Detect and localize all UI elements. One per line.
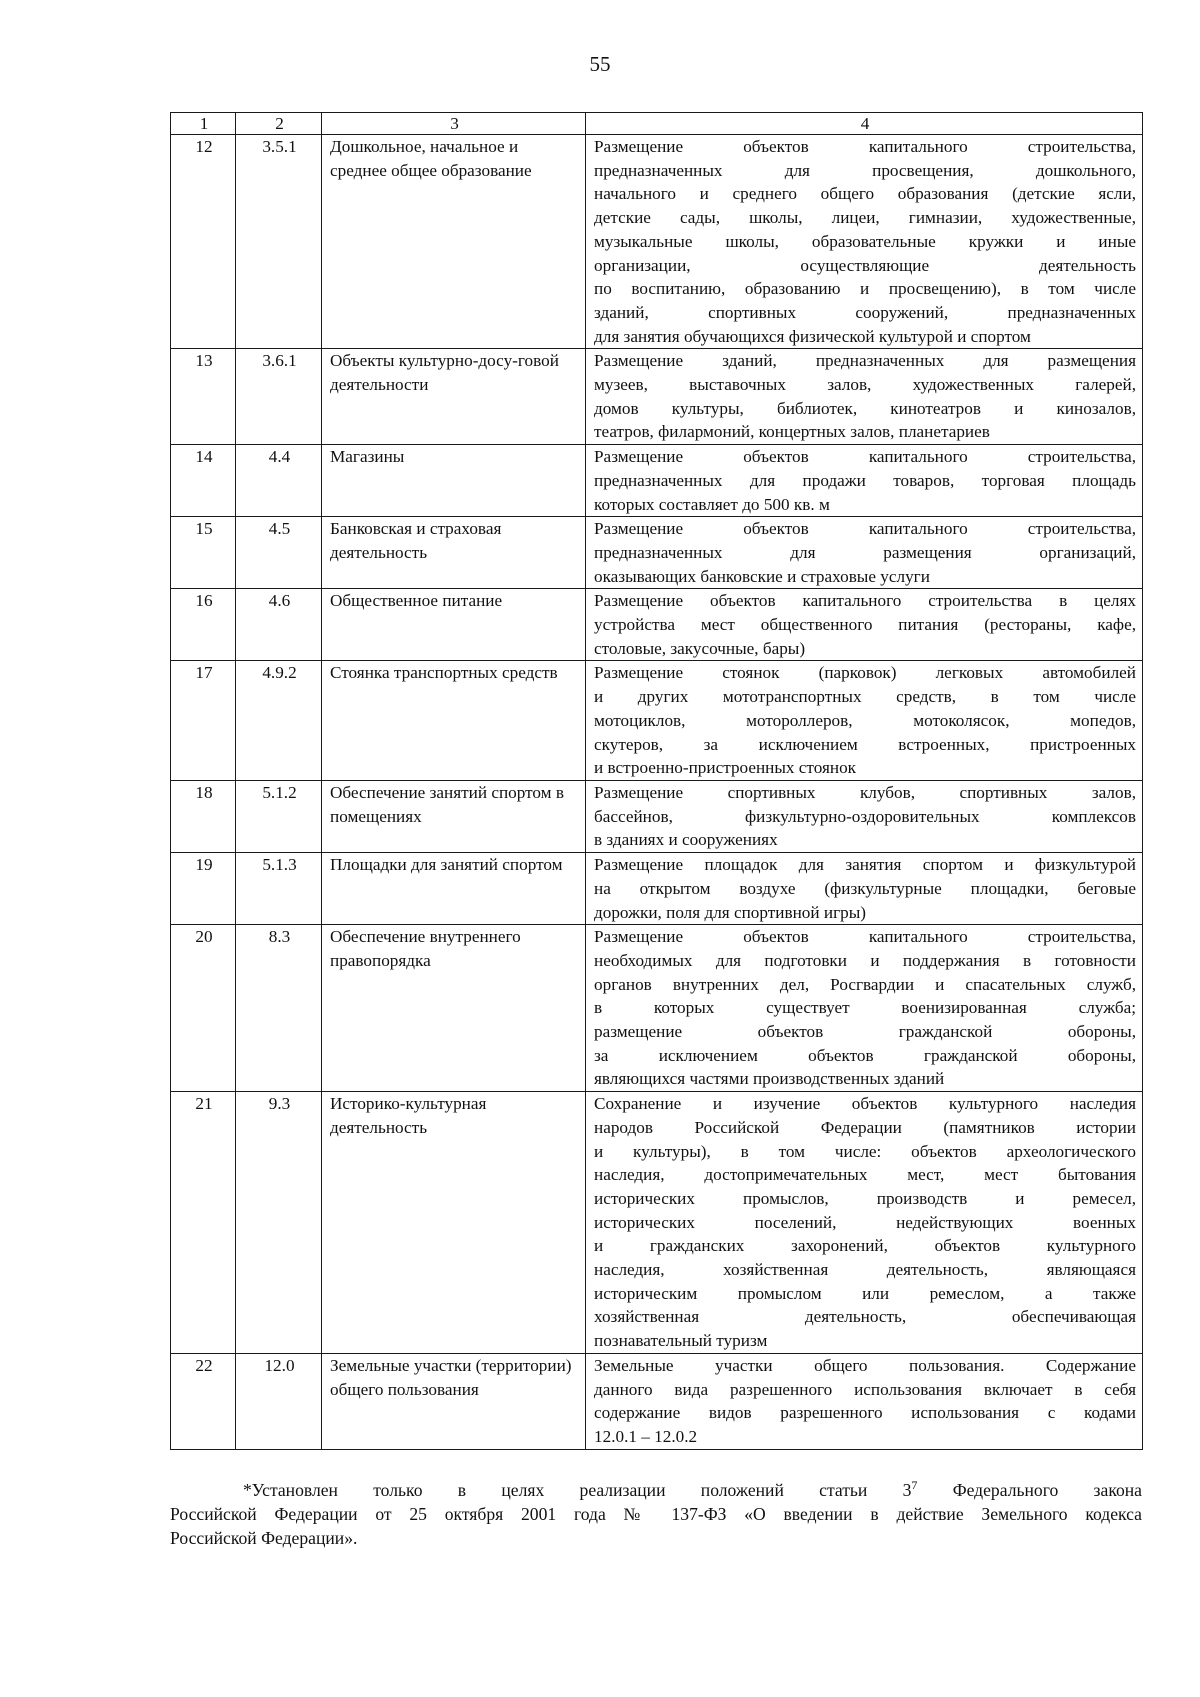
use-code: 12.0 <box>236 1353 322 1449</box>
footnote <box>170 1478 1142 1550</box>
use-name: Магазины <box>322 445 586 517</box>
description-line: познавательный туризм <box>594 1331 768 1351</box>
description-line: наследия, хозяйственная деятельность, являющаяся <box>594 1260 1136 1280</box>
use-code: 4.4 <box>236 445 322 517</box>
row-number: 19 <box>171 853 236 925</box>
description-line: на открытом воздухе (физкультурные площадки, беговые <box>594 878 1136 898</box>
use-code: 4.5 <box>236 517 322 589</box>
table-header-row <box>171 113 1143 135</box>
row-number: 17 <box>171 661 236 781</box>
use-description <box>586 1353 1143 1449</box>
footnote-text-end: Федерального закона <box>917 1480 1142 1500</box>
description-line: содержание видов разрешенного использования с кодами <box>594 1403 1136 1423</box>
use-name: Банковская и страховая деятельность <box>322 517 586 589</box>
description-line: Размещение объектов капитального строительства, <box>594 137 1136 156</box>
description-line: Размещение объектов капитального строительства, <box>594 927 1136 947</box>
description-line: и гражданских захоронений, объектов культурного <box>594 1236 1136 1256</box>
description-line: для занятия обучающихся физической культурой и спортом <box>594 326 1031 346</box>
use-name: Земельные участки (территории) общего пользования <box>322 1353 586 1449</box>
row-number: 13 <box>171 349 236 445</box>
row-number: 20 <box>171 925 236 1092</box>
description-line: устройства мест общественного питания (рестораны, кафе, <box>594 615 1136 635</box>
description-line: домов культуры, библиотек, кинотеатров и кинозалов, <box>594 398 1136 418</box>
description-line: органов внутренних дел, Росгвардии и спасательных служб, <box>594 974 1136 994</box>
footnote-text-start: *Установлен только в целях реализации положений статьи 3 <box>243 1480 912 1500</box>
use-description <box>586 853 1143 925</box>
use-name: Стоянка транспортных средств <box>322 661 586 781</box>
footnote-line-1 <box>170 1478 1142 1502</box>
use-description <box>586 589 1143 661</box>
use-code: 5.1.3 <box>236 853 322 925</box>
table-row <box>171 517 1143 589</box>
description-line: оказывающих банковские и страховые услуги <box>594 566 930 586</box>
table-row <box>171 661 1143 781</box>
description-line: хозяйственная деятельность, обеспечивающая <box>594 1307 1136 1327</box>
use-name: Обеспечение внутреннего правопорядка <box>322 925 586 1092</box>
description-line: Размещение объектов капитального строительства, <box>594 447 1136 467</box>
description-line: Размещение зданий, предназначенных для размещения <box>594 351 1136 371</box>
description-line: театров, филармоний, концертных залов, планетариев <box>594 422 990 442</box>
use-description <box>586 1092 1143 1354</box>
table-row <box>171 135 1143 349</box>
use-code: 8.3 <box>236 925 322 1092</box>
description-line: за исключением объектов гражданской обороны, <box>594 1045 1136 1065</box>
use-description <box>586 135 1143 349</box>
table-row <box>171 1092 1143 1354</box>
use-description <box>586 517 1143 589</box>
use-code: 4.6 <box>236 589 322 661</box>
description-line: музеев, выставочных залов, художественных галерей, <box>594 375 1136 395</box>
use-description <box>586 661 1143 781</box>
header-col-2: 2 <box>236 113 322 135</box>
description-line: являющихся частями производственных зданий <box>594 1069 945 1089</box>
table-row <box>171 445 1143 517</box>
description-line: в которых существует военизированная служба; <box>594 998 1136 1018</box>
table-row <box>171 780 1143 852</box>
use-name: Дошкольное, начальное и среднее общее образование <box>322 135 586 349</box>
use-name: Общественное питание <box>322 589 586 661</box>
header-col-3: 3 <box>322 113 586 135</box>
description-line: предназначенных для просвещения, дошкольного, <box>594 160 1136 180</box>
row-number: 14 <box>171 445 236 517</box>
row-number: 21 <box>171 1092 236 1354</box>
description-line: 12.0.1 – 12.0.2 <box>594 1426 698 1446</box>
description-line: в зданиях и сооружениях <box>594 830 778 850</box>
table-row <box>171 925 1143 1092</box>
use-code: 3.6.1 <box>236 349 322 445</box>
row-number: 22 <box>171 1353 236 1449</box>
description-line: Сохранение и изучение объектов культурного наследия <box>594 1094 1136 1114</box>
description-line: музыкальные школы, образовательные кружки и иные <box>594 231 1136 251</box>
description-line: наследия, достопримечательных мест, мест бытования <box>594 1165 1136 1185</box>
row-number: 16 <box>171 589 236 661</box>
use-code: 4.9.2 <box>236 661 322 781</box>
footnote-superscript: 7 <box>911 1478 918 1493</box>
description-line: зданий, спортивных сооружений, предназначенных <box>594 302 1136 322</box>
use-code: 9.3 <box>236 1092 322 1354</box>
description-line: и встроенно-пристроенных стоянок <box>594 758 857 778</box>
description-line: и культуры), в том числе: объектов археологического <box>594 1141 1136 1161</box>
use-code: 5.1.2 <box>236 780 322 852</box>
description-line: историческим промыслом или ремеслом, а также <box>594 1283 1136 1303</box>
description-line: и других мототранспортных средств, в том числе <box>594 687 1136 707</box>
description-line: данного вида разрешенного использования включает в себя <box>594 1379 1136 1399</box>
description-line: Размещение спортивных клубов, спортивных залов, <box>594 782 1136 802</box>
land-use-table <box>170 112 1143 1450</box>
use-name: Объекты культурно-досу-говой деятельности <box>322 349 586 445</box>
description-line: Размещение стоянок (парковок) легковых автомобилей <box>594 663 1136 683</box>
row-number: 18 <box>171 780 236 852</box>
use-code: 3.5.1 <box>236 135 322 349</box>
table-row <box>171 853 1143 925</box>
description-line: дорожки, поля для спортивной игры) <box>594 902 866 922</box>
description-line: начального и среднего общего образования (детские ясли, <box>594 184 1136 204</box>
use-description <box>586 925 1143 1092</box>
description-line: детские сады, школы, лицеи, гимназии, художественные, <box>594 208 1136 228</box>
description-line: предназначенных для размещения организаций, <box>594 542 1136 562</box>
use-name: Историко-культурная деятельность <box>322 1092 586 1354</box>
row-number: 12 <box>171 135 236 349</box>
description-line: Земельные участки общего пользования. Содержание <box>594 1355 1136 1375</box>
header-col-1: 1 <box>171 113 236 135</box>
description-line: необходимых для подготовки и поддержания в готовности <box>594 950 1136 970</box>
use-description <box>586 780 1143 852</box>
use-description <box>586 349 1143 445</box>
table-body <box>171 135 1143 1450</box>
description-line: Размещение объектов капитального строительства, <box>594 519 1136 539</box>
description-line: предназначенных для продажи товаров, торговая площадь <box>594 470 1136 490</box>
description-line: Размещение объектов капитального строительства в целях <box>594 591 1136 611</box>
description-line: исторических поселений, недействующих военных <box>594 1212 1136 1232</box>
description-line: скутеров, за исключением встроенных, пристроенных <box>594 734 1136 754</box>
use-description <box>586 445 1143 517</box>
description-line: народов Российской Федерации (памятников истории <box>594 1117 1136 1137</box>
row-number: 15 <box>171 517 236 589</box>
description-line: организации, осуществляющие деятельность <box>594 255 1136 275</box>
description-line: столовые, закусочные, бары) <box>594 638 806 658</box>
description-line: которых составляет до 500 кв. м <box>594 494 830 514</box>
page-number: 55 <box>589 52 611 76</box>
table-row <box>171 589 1143 661</box>
description-line: размещение объектов гражданской обороны, <box>594 1022 1136 1042</box>
table-row <box>171 1353 1143 1449</box>
header-col-4: 4 <box>586 113 1143 135</box>
footnote-line-3: Российской Федерации». <box>170 1528 358 1548</box>
description-line: по воспитанию, образованию и просвещению), в том числе <box>594 279 1136 299</box>
footnote-line-2: Российской Федерации от 25 октября 2001 года № 137-ФЗ «О введении в действие Земельного кодекса <box>170 1504 1142 1524</box>
description-line: мотоциклов, мотороллеров, мотоколясок, мопедов, <box>594 710 1136 730</box>
use-name: Площадки для занятий спортом <box>322 853 586 925</box>
table-row <box>171 349 1143 445</box>
description-line: бассейнов, физкультурно-оздоровительных комплексов <box>594 806 1136 826</box>
use-name: Обеспечение занятий спортом в помещениях <box>322 780 586 852</box>
description-line: Размещение площадок для занятия спортом и физкультурой <box>594 855 1136 875</box>
description-line: исторических промыслов, производств и ремесел, <box>594 1188 1136 1208</box>
